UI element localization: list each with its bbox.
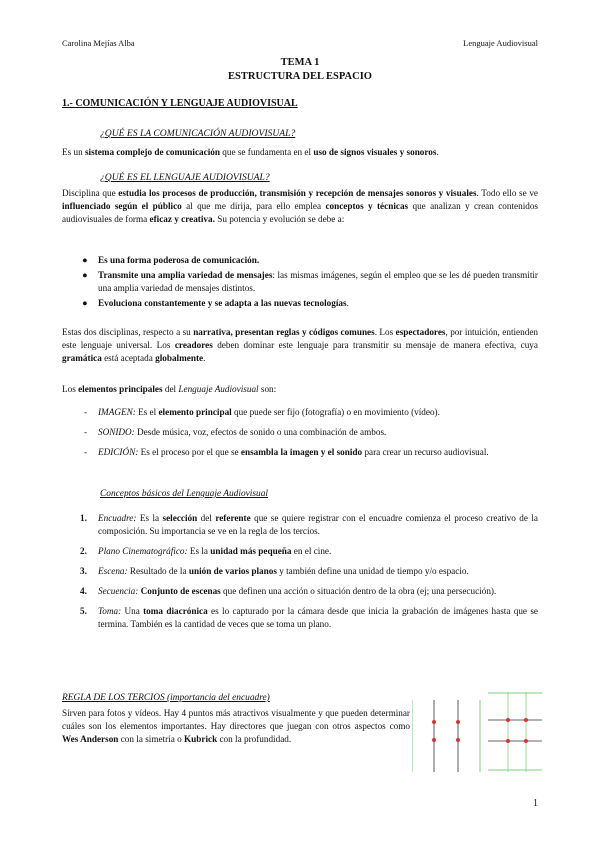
page-number: 1 (533, 798, 538, 809)
power-point (506, 718, 510, 722)
paragraph-disciplines: Estas dos disciplinas, respecto a su narrativa, presentan reglas y códigos comunes. Los espectadores, por intuición, entienden este lenguaje universal. Los creadores deben dominar este lenguaje para transmitir su mensaje de manera efectiva, cuya gramática está aceptada globalmente. (62, 327, 538, 363)
list-item: ● Transmite una amplia variedad de mensajes: las mismas imágenes, según el empleo que se les dé pueden transmitir una amplia variedad de mensajes distintos. (82, 270, 538, 293)
list-item: 5. Toma: Una toma diacrónica es lo capturado por la cámara desde que inicia la grabación de imágenes hasta que se termina. También es la cantidad de veces que se toma un plano. (80, 606, 538, 629)
list-item: 4. Secuencia: Conjunto de escenas que definen una acción o situación dentro de la obra (ej; una persecución). (80, 586, 497, 596)
list-item: - SONIDO: Desde música, voz, efectos de sonido o una combinación de ambos. (84, 427, 387, 437)
elements-intro: Los elementos principales del Lenguaje Audiovisual son: (62, 384, 277, 394)
elements-list (62, 406, 538, 466)
list-item: 3. Escena: Resultado de la unión de varios planos y también define una unidad de tiempo y/o espacio. (80, 566, 469, 576)
header-course: Lenguaje Audiovisual (463, 38, 538, 48)
list-item: - IMAGEN: Es el elemento principal que puede ser fijo (fotografía) o en movimiento (vídeo). (84, 407, 440, 417)
concepts-list (62, 512, 538, 638)
power-point (432, 738, 436, 742)
list-item: ● Es una forma poderosa de comunicación. (82, 255, 260, 265)
rule-of-thirds-text: Sirven para fotos y vídeos. Hay 4 puntos más atractivos visualmente y que pueden determinar cuáles son los elementos importantes. Hay directores que juegan con otros aspectos como Wes Anderson con la simetría o Kubrick con la profundidad. (62, 708, 410, 744)
power-point (524, 739, 528, 743)
bullet-icon: ● (82, 255, 88, 265)
power-point (506, 739, 510, 743)
header-author: Carolina Mejías Alba (62, 38, 135, 48)
question-2: ¿QUÉ ES EL LENGUAJE AUDIOVISUAL? (100, 172, 270, 183)
power-point (432, 720, 436, 724)
power-point (524, 718, 528, 722)
section-heading (62, 97, 538, 110)
answer-2: Disciplina que estudia los procesos de producción, transmisión y recepción de mensajes sonoros y visuales. Todo ello se ve influenciado según el público al que me dirija, para ello emplea conceptos y técnicas que analizan y crean contenidos audiovisuales de forma eficaz y creativa. Su potencia y evolución se debe a: (62, 188, 539, 224)
bullet-icon: ● (82, 298, 88, 308)
concepts-heading: Conceptos básicos del Lenguaje Audiovisual (100, 489, 269, 499)
question-1: ¿QUÉ ES LA COMUNICACIÓN AUDIOVISUAL? (100, 128, 296, 139)
title-line2: ESTRUCTURA DEL ESPACIO (228, 71, 372, 82)
power-point (456, 738, 460, 742)
title-line1: TEMA 1 (280, 57, 320, 68)
answer-1: Es un sistema complejo de comunicación que se fundamenta en el uso de signos visuales y sonoros. (62, 147, 439, 157)
thirds-grid-landscape (488, 692, 542, 772)
list-item: 1. Encuadre: Es la selección del referente que se quiere registrar con el encuadre comienza el proceso creativo de la composición. Su importancia se ve en la regla de los tercios. (80, 513, 538, 536)
bullet-icon: ● (82, 270, 88, 280)
rule-of-thirds-heading: REGLA DE LOS TERCIOS (importancia del encuadre) (62, 693, 270, 703)
thirds-grid-portrait (412, 700, 482, 772)
power-point (456, 720, 460, 724)
list-item: 2. Plano Cinematográfico: Es la unidad más pequeña en el cine. (80, 546, 332, 556)
section-heading-text: 1.- COMUNICACIÓN Y LENGUAJE AUDIOVISUAL (62, 98, 298, 109)
list-item: - EDICIÓN: Es el proceso por el que se ensambla la imagen y el sonido para crear un recurso audiovisual. (84, 447, 489, 457)
list-item: ● Evoluciona constantemente y se adapta a las nuevas tecnologías. (82, 298, 349, 308)
bullet-list (62, 254, 538, 312)
